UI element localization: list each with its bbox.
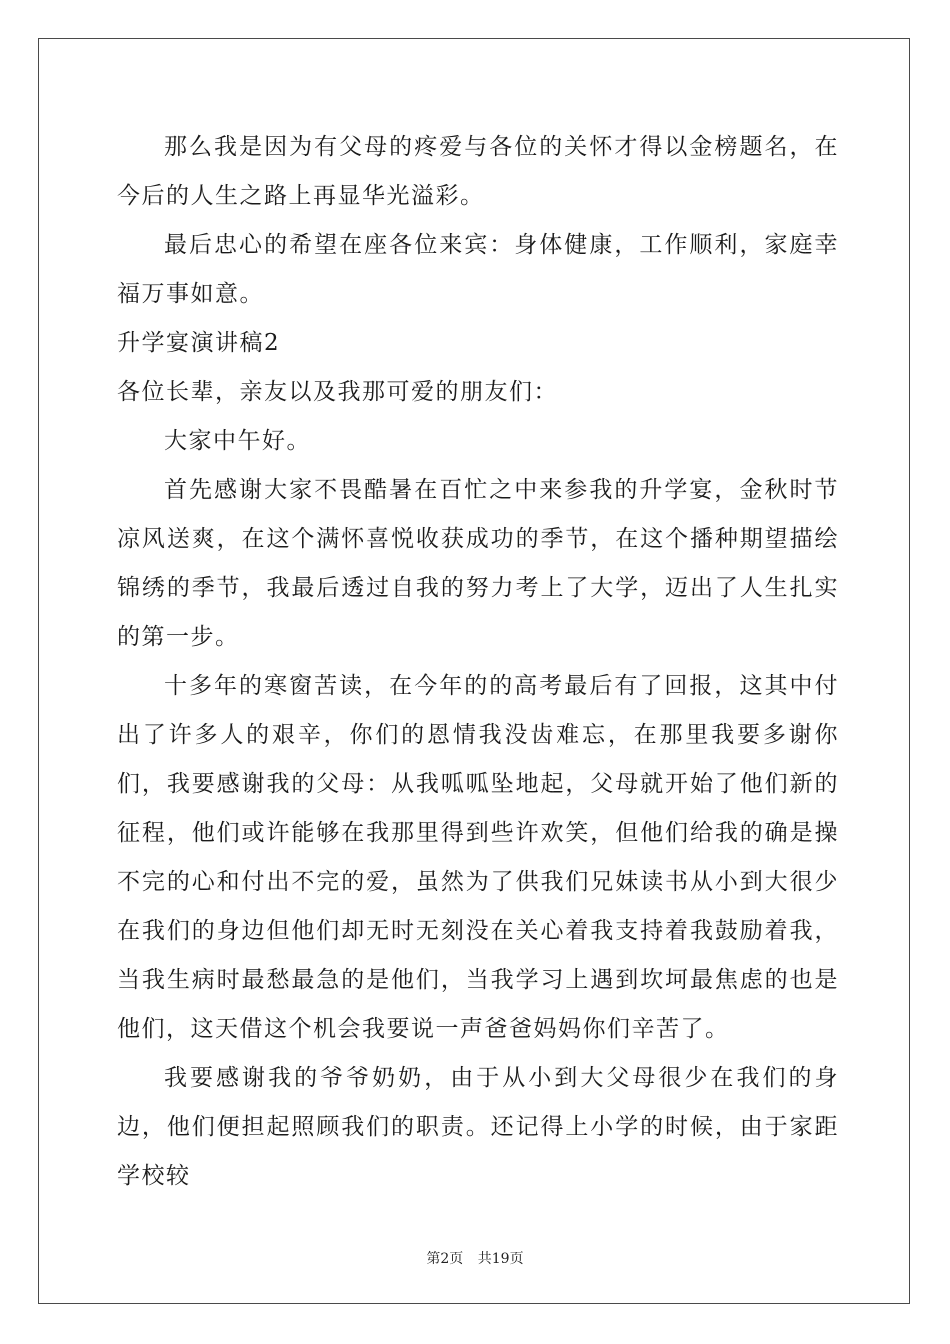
page-number: 第2页 bbox=[426, 1251, 464, 1267]
section-heading: 升学宴演讲稿2 bbox=[117, 330, 281, 356]
paragraph: 大家中午好。 bbox=[164, 428, 311, 454]
page-footer bbox=[0, 1248, 950, 1268]
document-body bbox=[117, 123, 839, 1201]
paragraph: 那么我是因为有父母的疼爱与各位的关怀才得以金榜题名，在今后的人生之路上再显华光溢彩。 bbox=[117, 134, 839, 209]
salutation: 各位长辈，亲友以及我那可爱的朋友们： bbox=[117, 379, 558, 405]
page-total: 共19页 bbox=[477, 1251, 524, 1267]
paragraph: 十多年的寒窗苦读，在今年的的高考最后有了回报，这其中付出了许多人的艰辛，你们的恩情我没齿难忘，在那里我要多谢你们，我要感谢我的父母：从我呱呱坠地起，父母就开始了他们新的征程，他们或许能够在我那里得到些许欢笑，但他们给我的确是操不完的心和付出不完的爱，虽然为了供我们兄妹读书从小到大很少在我们的身边但他们却无时无刻没在关心着我支持着我鼓励着我，当我生病时最愁最急的是他们，当我学习上遇到坎坷最焦虑的也是他们，这天借这个机会我要说一声爸爸妈妈你们辛苦了。 bbox=[117, 673, 839, 1042]
paragraph: 最后忠心的希望在座各位来宾：身体健康，工作顺利，家庭幸福万事如意。 bbox=[117, 232, 839, 307]
paragraph: 首先感谢大家不畏酷暑在百忙之中来参我的升学宴，金秋时节凉风送爽，在这个满怀喜悦收获成功的季节，在这个播种期望描绘锦绣的季节，我最后透过自我的努力考上了大学，迈出了人生扎实的第一步。 bbox=[117, 477, 839, 650]
paragraph: 我要感谢我的爷爷奶奶，由于从小到大父母很少在我们的身边，他们便担起照顾我们的职责。还记得上小学的时候，由于家距学校较 bbox=[117, 1065, 839, 1189]
